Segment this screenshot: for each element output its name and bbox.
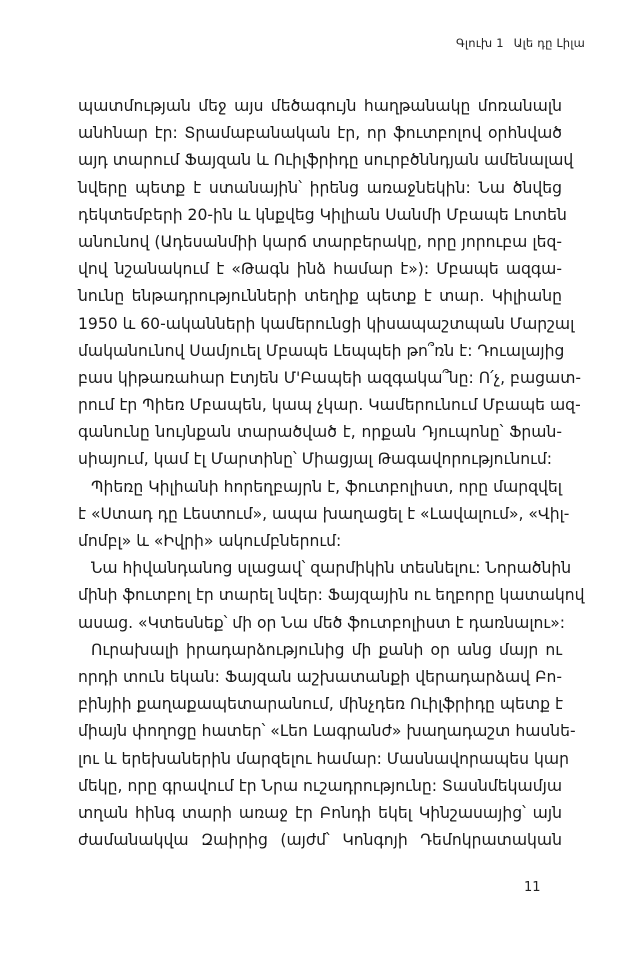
chapter-label: Գլուխ 1 <box>456 36 504 50</box>
text-line: նունը ենթադրությունների տեղիք պետք է տար. Կիլիանը <box>78 287 562 306</box>
text-line: անունով (Ադեսանմիի կարճ տարբերակը, որը յորուբա լեզ- <box>78 232 562 251</box>
text-line: ասաց. «Կտեսնեք՝ մի օր Նա մեծ ֆուտբոլիստ է դառնալու»: <box>78 613 566 632</box>
chapter-title: Ալե դը Լիլա <box>513 36 585 50</box>
text-line: Պիեռը Կիլիանի հորեղբայրն է, ֆուտբոլիստ, որը մարզվել <box>91 477 562 496</box>
text-line: մոմբլ» և «Իվրի» ակումբներում: <box>78 532 342 550</box>
text-line: Նա հիվանդանոց սլացավ՝ զարմիկին տեսնելու: Նորածնին <box>91 559 572 578</box>
text-line: նվերը պետք է ստանային՝ իրենց առաջնեկին: Նա ծնվեց <box>78 178 562 197</box>
text-line: տղան հինգ տարի առաջ էր Բոնդի եկել Կինշասայից՝ այն <box>78 803 562 822</box>
text-line: ժամանակվա Զաիրից (այժմ՝ Կոնգոյի Դեմոկրատական <box>78 831 562 850</box>
text-line: միայն փողոցը հատեր՝ «Լեո Լագրանժ» խաղադաշտ հասնե- <box>78 722 576 741</box>
text-line: է «Ստադ դը Լեստում», ապա խաղացել է «Լավալում», «Վիլ- <box>78 504 570 523</box>
page-number: 11 <box>524 880 541 895</box>
text-line: անհնար էր: Տրամաբանական էր, որ ֆուտբոլով օրհնված <box>78 124 562 143</box>
text-line: գանունը նույնքան տարածված է, որքան Դյուպոնը՝ Ֆրան- <box>78 423 562 442</box>
running-head <box>450 36 585 50</box>
text-line: որդի տուն եկան: Ֆայզան աշխատանքի վերադարձավ Բո- <box>78 667 562 686</box>
text-line: վով նշանակում է «Թագն ինձ համար է»): Մբապե ազգա- <box>78 260 562 279</box>
text-line: պատմության մեջ այս մեծագույն հաղթանակը մոռանալն <box>78 97 562 115</box>
text-line: մինի ֆուտբոլ էր տարել նվեր: Ֆայզային ու եղբորը կատակով <box>78 586 585 605</box>
text-line: րում էր Պիեռ Մբապեն, կապ չկար. Կամերունում Մբապե ազ- <box>78 396 581 415</box>
text-line: 1950 և 60-ականների կամերունցի կիսապաշտպան Մարշալ <box>78 314 575 333</box>
text-line: լու և երեխաներին մարզելու համար: Մասնավորապես կար <box>78 749 569 768</box>
text-line: սիայում, կամ էլ Մարտինը՝ Միացյալ Թագավորությունում: <box>78 450 553 469</box>
text-line: բաս կիթառահար Էտյեն Մ'Բապեի ազգակա՞նը: Ո՛չ, բացատ- <box>78 368 582 387</box>
text-line: այդ տարում Ֆայզան և Ուիլֆրիդը սուրբծննդյան ամենալավ <box>78 151 574 170</box>
text-line: բինյիի քաղաքապետարանում, մինչդեռ Ուիլֆրիդը պետք է <box>78 695 563 714</box>
text-line: մականունով Սամյուել Մբապե Լեպպեի թո՞ռն է: Դուալայից <box>78 341 565 360</box>
text-line: դեկտեմբերի 20-ին և կնքվեց Կիլիան Սանմի Մբապե Լոտեն <box>78 205 567 224</box>
text-line: Ուրախալի իրադարձությունից մի քանի օր անց մայր ու <box>91 640 562 659</box>
body-text <box>78 93 585 854</box>
text-line: մեկը, որը գրավում էր Նրա ուշադրությունը: Տասնմեկամյա <box>78 776 563 795</box>
